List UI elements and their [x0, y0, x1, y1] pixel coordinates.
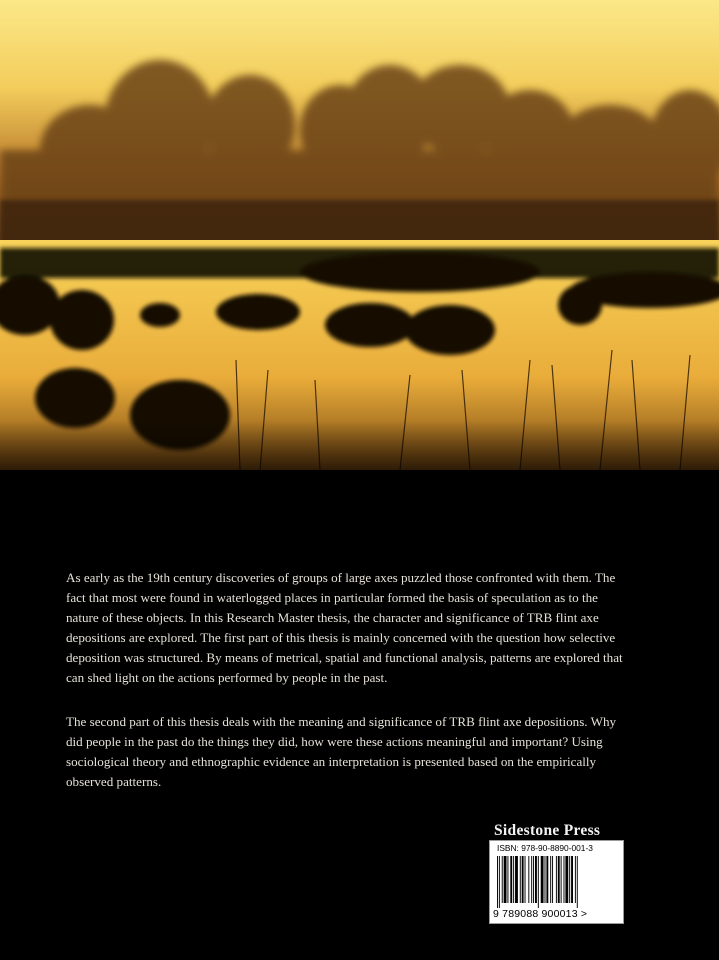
barcode-bar [507, 856, 508, 903]
barcode-bar [565, 856, 568, 903]
barcode-bar [513, 856, 514, 903]
barcode-bar [575, 856, 576, 903]
barcode-bar [546, 856, 548, 903]
barcode-bar [497, 856, 498, 908]
blurb-paragraph-2: The second part of this thesis deals with the meaning and significance of TRB flint axe depositions. Why did people in the past do the things they did, how were these actions meaningful and important? Using sociological theory and ethnographic evidence an interpretation is presented based on the empirically observed patterns. [66, 714, 617, 789]
barcode-bar [561, 856, 562, 903]
barcode-bar [556, 856, 557, 903]
barcode-bar [564, 856, 565, 903]
barcode-bar [541, 856, 544, 903]
barcode-bar [510, 856, 512, 903]
publisher-name: Sidestone Press [494, 822, 601, 839]
barcode-icon [493, 856, 620, 914]
barcode-bar [499, 856, 500, 908]
barcode-bar [522, 856, 524, 903]
isbn-number: ISBN: 978-90-8890-001-3 [497, 843, 593, 853]
barcode-bar [531, 856, 532, 903]
barcode-bar [535, 856, 537, 903]
barcode-bar [528, 856, 529, 903]
barcode-bar [558, 856, 560, 903]
barcode-bar [538, 856, 539, 908]
barcode-bar [569, 856, 570, 903]
barcode-bar [545, 856, 546, 903]
barcode-bar [533, 856, 534, 903]
barcode-bar [550, 856, 551, 903]
isbn-barcode [489, 840, 624, 924]
barcode-bar [502, 856, 503, 903]
ean-digits: 9 789088 900013 > [493, 908, 588, 920]
barcode-bar [520, 856, 521, 903]
barcode-bar [577, 856, 578, 908]
barcode-bar [552, 856, 553, 903]
barcode-bar [515, 856, 518, 903]
barcode-bar [525, 856, 526, 903]
blurb-paragraph-1: As early as the 19th century discoveries of groups of large axes puzzled those confronted with them. The fact that most were found in waterlogged places in particular formed the basis of speculation as to the nature of these objects. In this Research Master thesis, the character and significance of TRB flint axe depositions are explored. The first part of this thesis is mainly concerned with the question how selective deposition was structured. By means of metrical, spatial and functional analysis, patterns are explored that can shed light on the actions performed by people in the past. [66, 570, 623, 685]
barcode-bar [571, 856, 573, 903]
barcode-bar [504, 856, 507, 903]
